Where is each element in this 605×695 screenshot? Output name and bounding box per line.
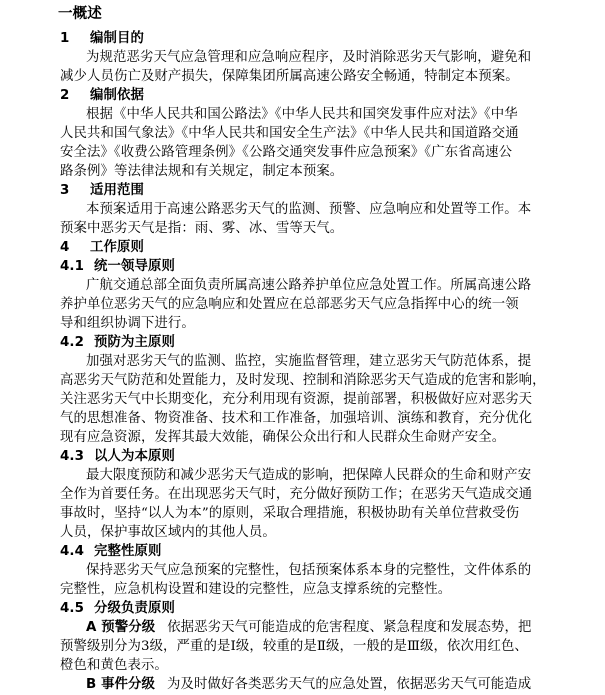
paragraph-line: 导和组织协调下进行。 [60, 316, 195, 331]
paragraph-line: 事故时，坚持“以人为本”的原则，采取合理措施，积极协助有关单位营救受伤 [60, 506, 520, 521]
paragraph-line: 为规范恶劣天气应急管理和应急响应程序，及时消除恶劣天气影响，避免和 [86, 50, 532, 65]
paragraph-line: 现有应急资源，发挥其最大效能，确保公众出行和人民群众生命财产安全。 [60, 430, 506, 445]
section-4-2-heading: 4.2 预防为主原则 [60, 335, 175, 350]
paragraph-line: 减少人员伤亡及财产损失，保障集团所属高速公路安全畅通，特制定本预案。 [60, 69, 519, 84]
paragraph-line: A 预警分级 依据恶劣天气可能造成的危害程度、紧急程度和发展态势，把 [86, 620, 532, 635]
paragraph-line: 养护单位恶劣天气的应急响应和处置应在总部恶劣天气应急指挥中心的统一领 [60, 297, 519, 312]
paragraph-line: 人员，保护事故区域内的其他人员。 [60, 525, 276, 540]
paragraph-line: 路条例》等法律法规和有关规定，制定本预案。 [60, 164, 344, 179]
doc-title: 一概述 [58, 6, 102, 22]
paragraph-line: 完整性，应急机构设置和建设的完整性，应急支撑系统的完整性。 [60, 582, 452, 597]
section-4-4-heading: 4.4 完整性原则 [60, 544, 162, 559]
paragraph-line: 本预案适用于高速公路恶劣天气的监测、预警、应急响应和处置等工作。本 [86, 202, 532, 217]
paragraph-line: 人民共和国气象法》《中华人民共和国安全生产法》《中华人民共和国道路交通 [60, 126, 519, 141]
section-4-heading: 4 工作原则 [60, 240, 144, 255]
paragraph-line: 气的思想准备、物资准备、技术和工作准备，加强培训、演练和教育，充分优化 [60, 411, 533, 426]
paragraph-line: 根据《中华人民共和国公路法》《中华人民共和国突发事件应对法》《中华 [86, 107, 518, 122]
section-4-5-heading: 4.5 分级负责原则 [60, 601, 175, 616]
section-4-1-heading: 4.1 统一领导原则 [60, 259, 175, 274]
paragraph-line: 全作为首要任务。在出现恶劣天气时，充分做好预防工作；在恶劣天气造成交通 [60, 487, 533, 502]
paragraph-line: 广航交通总部全面负责所属高速公路养护单位应急处置工作。所属高速公路 [86, 278, 532, 293]
paragraph-line: 加强对恶劣天气的监测、监控，实施监督管理，建立恶劣天气防范体系，提 [86, 354, 532, 369]
subsection-b-label: B 事件分级 [86, 677, 156, 692]
section-3-heading: 3 适用范围 [60, 183, 144, 198]
paragraph-line: 橙色和黄色表示。 [60, 658, 168, 673]
paragraph-line: B 事件分级 为及时做好各类恶劣天气的应急处置，依据恶劣天气可能造成 [86, 677, 532, 692]
paragraph-line: 关注恶劣天气中长期变化，充分利用现有资源，提前部署，积极做好应对恶劣天 [60, 392, 533, 407]
paragraph-line: 最大限度预防和减少恶劣天气造成的影响，把保障人民群众的生命和财产安 [86, 468, 532, 483]
paragraph-line: 高恶劣天气防范和处置能力，及时发现、控制和消除恶劣天气造成的危害和影响， [60, 373, 546, 388]
section-2-heading: 2 编制依据 [60, 88, 144, 103]
subsection-a-label: A 预警分级 [86, 620, 156, 635]
paragraph-line: 预案中恶劣天气是指：雨、雾、冰、雪等天气。 [60, 221, 344, 236]
paragraph-line: 保持恶劣天气应急预案的完整性，包括预案体系本身的完整性，文件体系的 [86, 563, 532, 578]
paragraph-line: 预警级别分为3级，严重的是Ⅰ级，较重的是Ⅱ级，一般的是Ⅲ级，依次用红色、 [60, 639, 528, 654]
section-1-heading: 1 编制目的 [60, 31, 144, 46]
section-4-3-heading: 4.3 以人为本原则 [60, 449, 175, 464]
paragraph-line: 安全法》《收费公路管理条例》《公路交通突发事件应急预案》《广东省高速公 [60, 145, 513, 160]
